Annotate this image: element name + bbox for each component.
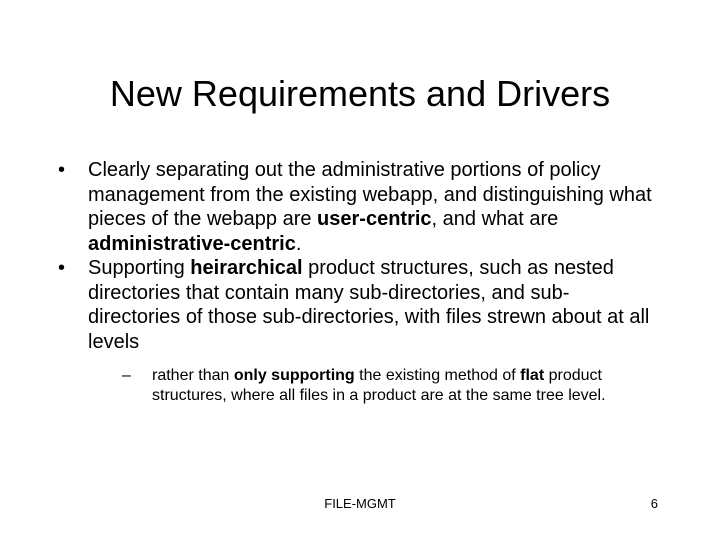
emphasis-heirarchical: heirarchical [190, 257, 303, 279]
sub-bullet-list [88, 366, 656, 405]
sub-bullet-marker: – [122, 367, 131, 384]
footer-label: FILE-MGMT [324, 496, 396, 511]
page-number: 6 [650, 496, 658, 511]
bullet-text-part: Clearly separating out the administrative portions of policy management from the existing webapp, and distinguishing what pieces of the webapp are [88, 159, 652, 230]
bullet-text-part: . [295, 232, 302, 255]
sub-bullet-item [122, 366, 656, 405]
emphasis-administrative-centric: administrative-centric [88, 232, 296, 255]
sub-text-part: product structures, where all files in a product are at the same tree level. [152, 367, 606, 404]
bullet-item-2 [56, 256, 656, 405]
emphasis-only-supporting: only supporting [233, 367, 355, 384]
slide-title: New Requirements and Drivers [109, 73, 611, 114]
sub-text-part: rather than [152, 367, 234, 384]
bullet-text-part: product structures, such as nested directories that contain many sub-directories, and sub-directories of those sub-directories, with files strewn about at all levels [88, 257, 650, 353]
bullet-list [56, 158, 656, 405]
bullet-text-part: Supporting [88, 257, 191, 279]
sub-bullet-text [152, 367, 606, 404]
bullet-marker: • [58, 257, 66, 279]
bullet-text [88, 257, 649, 353]
emphasis-user-centric: user-centric [317, 208, 432, 230]
emphasis-flat: flat [520, 367, 545, 384]
bullet-item-1 [56, 158, 656, 256]
sub-text-part: the existing method of [354, 367, 521, 384]
bullet-text-part: , and what are [431, 208, 559, 230]
bullet-marker: • [58, 159, 66, 181]
bullet-text [88, 159, 652, 255]
